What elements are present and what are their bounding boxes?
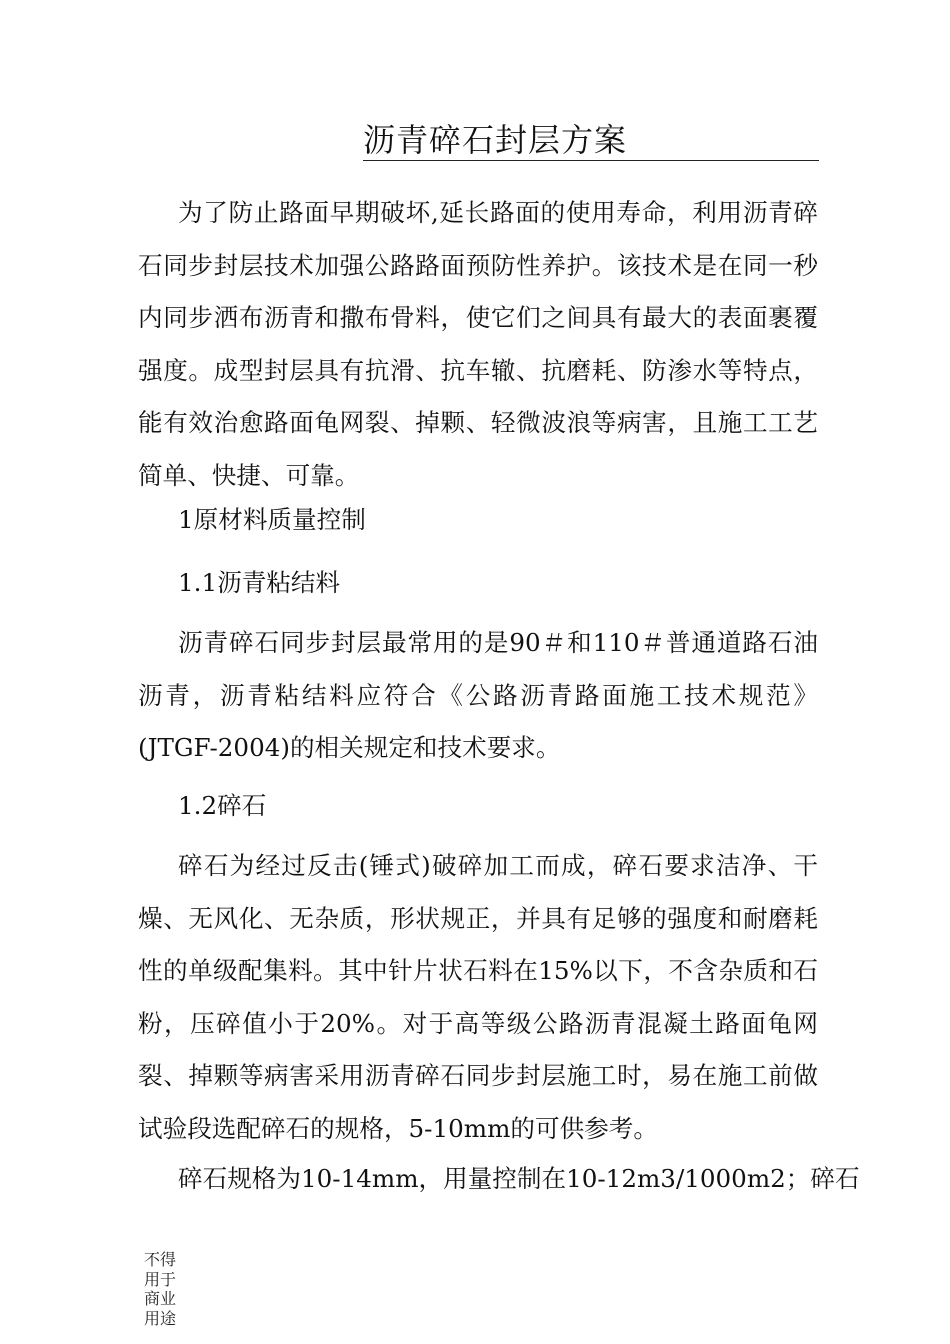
- footer-line: 用于: [144, 1269, 177, 1289]
- section-1-1-heading: 1.1沥青粘结料: [178, 568, 341, 597]
- section-1-2-paragraph: 碎石为经过反击(锤式)破碎加工而成，碎石要求洁净、干燥、无风化、无杂质，形状规正，并具有足够的强度和耐磨耗性的单级配集料。其中针片状石料在15%以下，不含杂质和石粉，压碎值小于20%。对于高等级公路沥青混凝土路面龟网裂、掉颗等病害采用沥青碎石同步封层施工时，易在施工前做试验段选配碎石的规格，5-10mm的可供参考。: [138, 851, 818, 1143]
- document-title: 沥青碎石封层方案: [363, 121, 628, 159]
- section-1-2-heading: 1.2碎石: [178, 791, 267, 820]
- footer-disclaimer: [144, 1250, 184, 1328]
- section-1-heading: 1原材料质量控制: [178, 505, 366, 534]
- footer-line: 商业: [144, 1289, 177, 1308]
- title-underline: [363, 120, 819, 161]
- section-1-2-paragraph-continued: 碎石规格为10-14mm，用量控制在10-12m3/1000m2；碎石: [178, 1164, 860, 1193]
- footer-line: 不得: [144, 1250, 177, 1269]
- intro-paragraph: 为了防止路面早期破坏,延长路面的使用寿命，利用沥青碎石同步封层技术加强公路路面预防性养护。该技术是在同一秒内同步洒布沥青和撒布骨料，使它们之间具有最大的表面裹覆强度。成型封层具有抗滑、抗车辙、抗磨耗、防渗水等特点，能有效治愈路面龟网裂、掉颗、轻微波浪等病害，且施工工艺简单、快捷、可靠。: [138, 198, 818, 490]
- footer-line: 用途: [144, 1308, 177, 1328]
- section-1-1-paragraph: 沥青碎石同步封层最常用的是90＃和110＃普通道路石油沥青，沥青粘结料应符合《公路沥青路面施工技术规范》(JTGF-2004)的相关规定和技术要求。: [138, 628, 818, 763]
